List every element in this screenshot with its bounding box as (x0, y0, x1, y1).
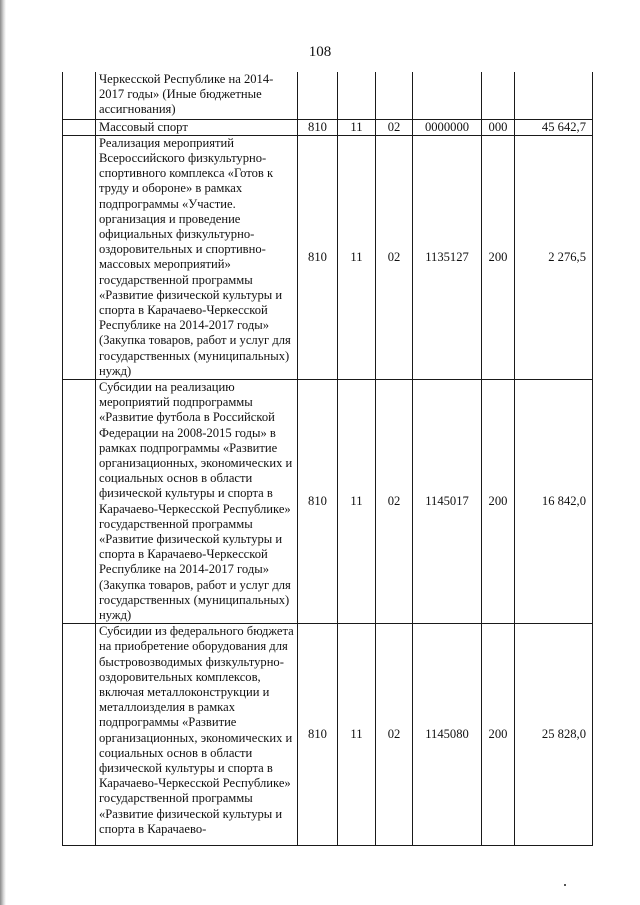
table-cell-blank (63, 119, 96, 135)
row-name: Субсидии на реализацию мероприятий подпрограммы «Развитие футбола в Российской Федерации на 2008-2015 годы» в рамках подпрограммы «Развитие организационных, экономических и социальных основ в области физической культуры и спорта в Карачаево-Черкесской Республике» государственной программы «Развитие физической культуры и спорта в Карачаево-Черкесской Республике на 2014-2017 годы» (Закупка товаров, работ и услуг для государственных (муниципальных) нужд) (96, 379, 298, 623)
table-cell-blank (63, 379, 96, 623)
row-subsection: 02 (376, 119, 413, 135)
table-cell-blank (63, 624, 96, 846)
row-expense-type: 200 (482, 624, 515, 846)
budget-table (62, 72, 593, 846)
row-target-code (413, 72, 482, 119)
row-subsection: 02 (376, 624, 413, 846)
row-amount: 25 828,0 (515, 624, 593, 846)
row-admin-code: 810 (298, 135, 338, 379)
row-subsection: 02 (376, 379, 413, 623)
scan-speck (564, 884, 566, 886)
row-target-code: 1145080 (413, 624, 482, 846)
row-admin-code (298, 72, 338, 119)
row-subsection: 02 (376, 135, 413, 379)
scan-edge-shadow (0, 0, 6, 905)
table-cell-blank (63, 72, 96, 119)
row-target-code: 1145017 (413, 379, 482, 623)
row-expense-type: 000 (482, 119, 515, 135)
row-expense-type (482, 72, 515, 119)
table-row (63, 624, 593, 846)
row-target-code: 1135127 (413, 135, 482, 379)
row-name: Реализация мероприятий Всероссийского физкультурно-спортивного комплекса «Готов к труду и обороне» в рамках подпрограммы «Участие. организация и проведение официальных физкультурно-оздоровительных и спортивно-массовых мероприятий» государственной программы «Развитие физической культуры и спорта в Карачаево-Черкесской Республике на 2014-2017 годы» (Закупка товаров, работ и услуг для государственных (муниципальных) нужд) (96, 135, 298, 379)
table-cell-blank (63, 135, 96, 379)
row-expense-type: 200 (482, 135, 515, 379)
row-admin-code: 810 (298, 119, 338, 135)
row-name: Черкесской Республике на 2014-2017 годы» (Иные бюджетные ассигнования) (96, 72, 298, 119)
page-number: 108 (308, 44, 332, 60)
row-section: 11 (338, 119, 376, 135)
row-subsection (376, 72, 413, 119)
table-row (63, 119, 593, 135)
row-amount (515, 72, 593, 119)
row-amount: 2 276,5 (515, 135, 593, 379)
row-section: 11 (338, 624, 376, 846)
row-admin-code: 810 (298, 624, 338, 846)
row-amount: 45 642,7 (515, 119, 593, 135)
row-expense-type: 200 (482, 379, 515, 623)
row-name: Массовый спорт (96, 119, 298, 135)
row-admin-code: 810 (298, 379, 338, 623)
row-section: 11 (338, 135, 376, 379)
row-section (338, 72, 376, 119)
row-name: Субсидии из федерального бюджета на приобретение оборудования для быстровозводимых физкультурно-оздоровительных комплексов, включая металлоконструкции и металлоизделия в рамках подпрограммы «Развитие организационных, экономических и социальных основ в области физической культуры и спорта в Карачаево-Черкесской Республике» государственной программы «Развитие физической культуры и спорта в Карачаево- (96, 624, 298, 846)
row-amount: 16 842,0 (515, 379, 593, 623)
table-row (63, 135, 593, 379)
row-section: 11 (338, 379, 376, 623)
table-row (63, 379, 593, 623)
table-row (63, 72, 593, 119)
row-target-code: 0000000 (413, 119, 482, 135)
